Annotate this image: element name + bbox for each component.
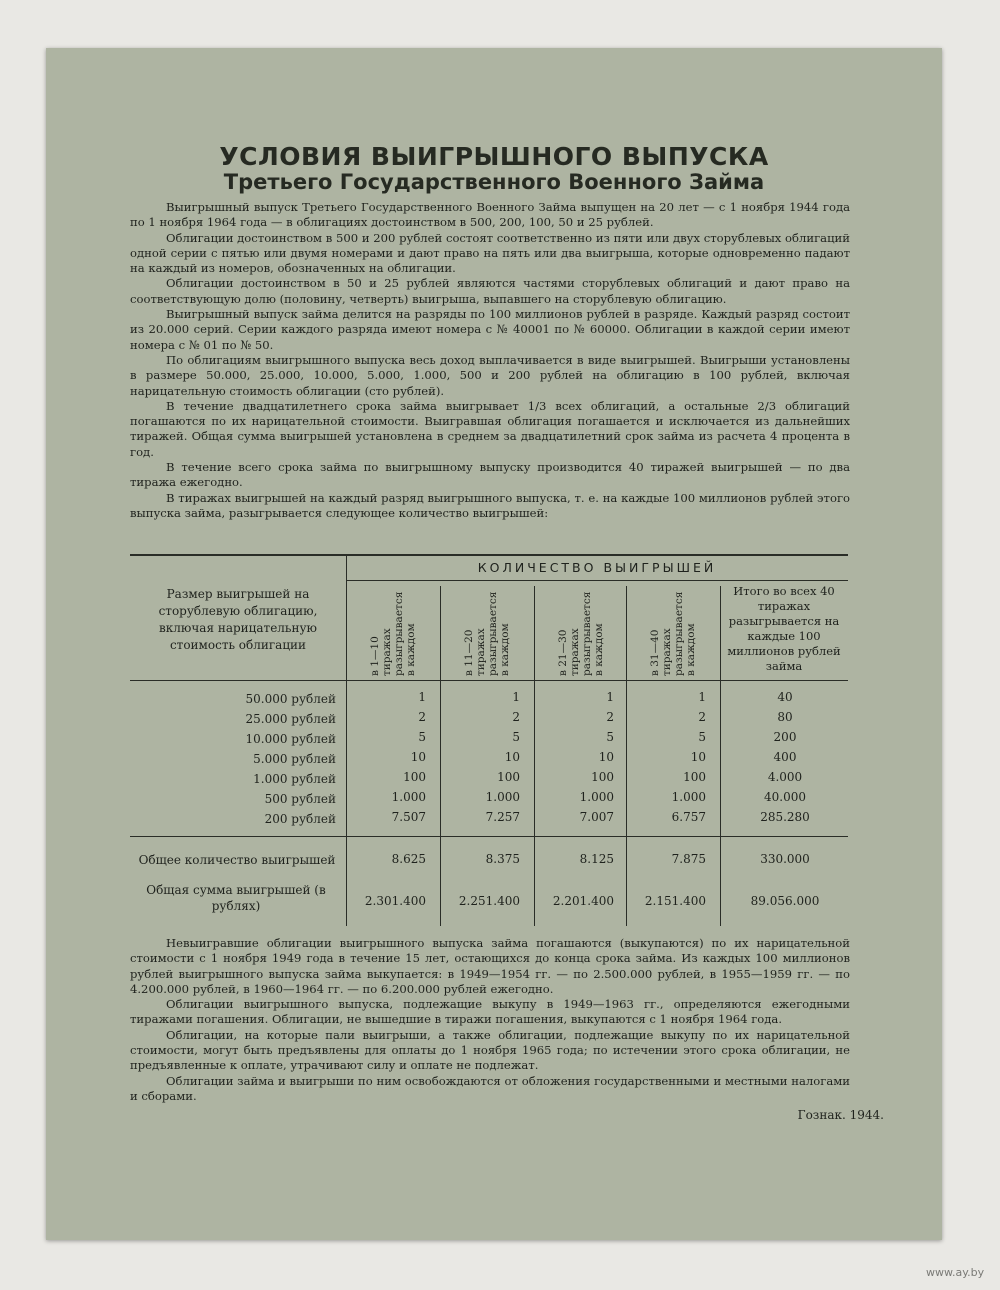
cell: 40.000 [764,790,806,804]
total-column-header: Итого во всех 40 тиражах разыгрывается на каждые 100 миллионов рублей займа [727,584,841,673]
paragraph: В течение всего срока займа по выигрышному выпуску производится 40 тиражей выигрышей — по два тиража ежегодно. [130,460,850,490]
cell: 100 [497,770,520,784]
cell: 80 [777,710,793,724]
cell: 5 [698,730,706,744]
cell: 1 [418,690,426,704]
row-label: 1.000 рублей [253,772,336,786]
cell: 1.000 [485,790,520,804]
cell: 1 [606,690,614,704]
cell: 100 [683,770,706,784]
cell: 4.000 [767,770,803,784]
cell: 5 [512,730,520,744]
cell: 40 [777,690,793,704]
cell: 1 [698,690,706,704]
site-watermark: www.ay.by [926,1266,985,1279]
cell: 400 [773,750,797,764]
paragraph: Невыигравшие облигации выигрышного выпуска займа погашаются (выкупаются) по их нарицательной стоимости с 1 ноября 1949 года в течение 15 лет, остающихся до конца срока займа. Из каждых 100 миллионов рублей выигрышного выпуска займа выкупается: в 1949—1954 гг. — по 2.500.000 рублей, в 1955—1959 гг. — по 4.200.000 рублей, в 1960—1964 гг. — по 6.200.000 рублей ежегодно. [130,936,850,996]
cell: 2 [606,710,614,724]
paragraph: Облигации достоинством в 50 и 25 рублей являются частями сторублевых облигаций и дают право на соответствующую долю (половину, четверть) выигрыша, выпавшего на сторублевую облигацию. [130,276,850,306]
row-label: 5.000 рублей [253,752,336,766]
paragraph: Выигрышный выпуск Третьего Государственного Военного Займа выпущен на 20 лет — с 1 ноября 1944 года по 1 ноября 1964 года — в облигациях достоинством в 500, 200, 100, 50 и 25 рублей. [130,200,850,230]
paragraph: По облигациям выигрышного выпуска весь доход выплачивается в виде выигрышей. Выигрыши установлены в размере 50.000, 25.000, 10.000, 5.000, 1.000, 500 и 200 рублей на облигацию в 100 рублей, включая нарицательную стоимость облигации (сто рублей). [130,352,850,398]
cell: 10 [410,750,426,764]
cell: 7.507 [391,810,426,824]
cell: 2 [698,710,706,724]
row-label: 200 рублей [264,812,336,826]
bond-sheet [46,48,942,1240]
row-label: 10.000 рублей [245,732,336,746]
paragraph: Облигации достоинством в 500 и 200 рублей состоят соответственно из пяти или двух сторублевых облигаций одной серии с пятью или двумя номерами и дают право на пять или два выигрыша, которые одновременно падают на каждый из номеров, обозначенных на облигации. [130,230,850,276]
cell: 5 [418,730,426,744]
document-subtitle: Третьего Государственного Военного Займа [223,170,765,194]
paragraph: В течение двадцатилетнего срока займа выигрывает 1/3 всех облигаций, а остальные 2/3 облигаций погашаются по их нарицательной стоимости. Выигравшая облигация погашается и исключается из дальнейших тиражей. Общая сумма выигрышей установлена в среднем за двадцатилетний срок займа из расчета 4 процента в год. [130,398,850,459]
cell: 100 [591,770,614,784]
cell: 1.000 [579,790,614,804]
prize-size-header: Размер выигрышей на сторублевую облигацию, включая нарицательную стоимость облигации [158,587,318,652]
cell: 100 [403,770,426,784]
cell: 200 [773,730,797,744]
cell: 8.375 [485,852,520,866]
cell: 6.757 [671,810,706,824]
cell: 8.125 [579,852,614,866]
quantity-header: КОЛИЧЕСТВО ВЫИГРЫШЕЙ [477,560,717,575]
row-label: 50.000 рублей [245,692,336,706]
cell: 10 [504,750,520,764]
terms-text-top [130,200,850,521]
paragraph: Облигации, на которые пали выигрыши, а также облигации, подлежащие выкупу по их нарицательной стоимости, могут быть предъявлены для оплаты до 1 ноября 1965 года; по истечении этого срока облигации, не предъявленные к оплате, утрачивают силу и оплате не подлежат. [130,1027,850,1073]
cell: 285.280 [760,810,810,824]
column-header: в 31—40 тиражах разыгрывается в каждом [649,591,697,676]
column-header: в 11—20 тиражах разыгрывается в каждом [463,591,511,676]
cell: 8.625 [391,852,426,866]
printer-imprint: Гознак. 1944. [797,1108,884,1122]
paragraph: Облигации займа и выигрыши по ним освобождаются от обложения государственными и местными налогами и сборами. [130,1073,850,1103]
cell: 2 [512,710,520,724]
cell: 10 [690,750,706,764]
cell: 330.000 [760,852,810,866]
column-header: в 1—10 тиражах разыгрывается в каждом [369,591,417,676]
cell: 2.201.400 [552,894,614,908]
cell: 2 [418,710,426,724]
row-label: Общее количество выигрышей [138,853,336,867]
cell: 10 [598,750,614,764]
document-title: УСЛОВИЯ ВЫИГРЫШНОГО ВЫПУСКА [219,142,769,171]
cell: 89.056.000 [750,894,820,908]
cell: 2.151.400 [644,894,706,908]
cell: 7.007 [579,810,614,824]
paragraph: В тиражах выигрышей на каждый разряд выигрышного выпуска, т. е. на каждые 100 миллионов рублей этого выпуска займа, разыгрывается следующее количество выигрышей: [130,490,850,520]
column-header: в 21—30 тиражах разыгрывается в каждом [557,591,605,676]
cell: 2.301.400 [364,894,426,908]
cell: 5 [606,730,614,744]
paragraph: Облигации выигрышного выпуска, подлежащие выкупу в 1949—1963 гг., определяются ежегодными тиражами погашения. Облигации, не вышедшие в тиражи погашения, выкупаются с 1 ноября 1964 года. [130,997,850,1027]
cell: 7.875 [671,852,706,866]
winnings-table [130,554,848,926]
row-label: 25.000 рублей [245,712,336,726]
terms-text-bottom [130,936,850,1104]
row-label: 500 рублей [264,792,336,806]
cell: 1 [512,690,520,704]
paragraph: Выигрышный выпуск займа делится на разряды по 100 миллионов рублей в разряде. Каждый разряд состоит из 20.000 серий. Серии каждого разряда имеют номера с № 40001 по № 60000. Облигации в каждой серии имеют номера с № 01 по № 50. [130,307,850,352]
cell: 1.000 [671,790,706,804]
cell: 7.257 [485,810,520,824]
cell: 1.000 [391,790,426,804]
cell: 2.251.400 [458,894,520,908]
row-label: Общая сумма выигрышей (в рублях) [146,883,326,913]
